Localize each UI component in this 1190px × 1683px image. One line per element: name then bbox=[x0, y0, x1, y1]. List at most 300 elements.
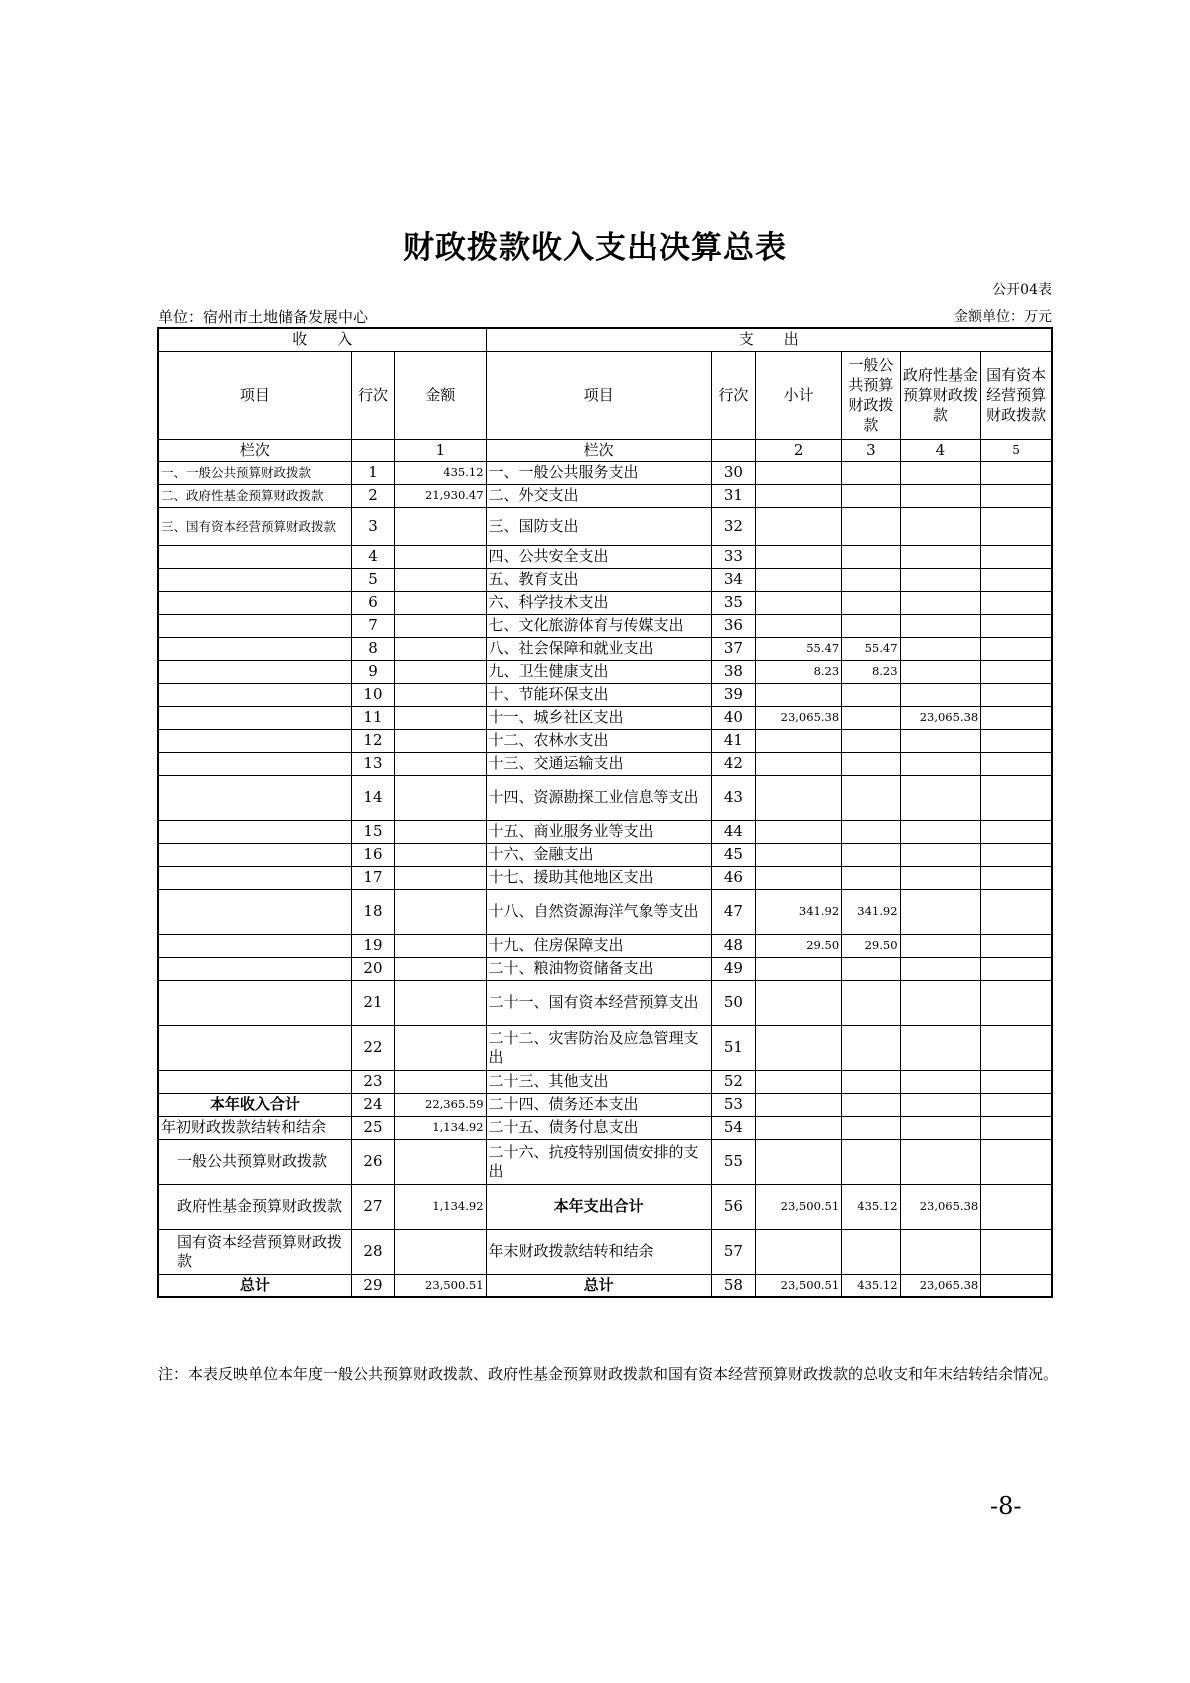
table-row bbox=[158, 683, 1052, 706]
soe-budget-amount bbox=[981, 1025, 1052, 1070]
fund-budget-amount bbox=[900, 934, 981, 957]
income-row-no: 27 bbox=[351, 1184, 395, 1229]
expense-subtotal bbox=[756, 1025, 842, 1070]
income-row-no: 2 bbox=[351, 484, 395, 507]
soe-budget-amount bbox=[981, 614, 1052, 637]
table-row bbox=[158, 1025, 1052, 1070]
expense-item: 十九、住房保障支出 bbox=[486, 934, 711, 957]
fund-budget-amount bbox=[900, 1025, 981, 1070]
income-row-no: 25 bbox=[351, 1116, 395, 1139]
expense-subtotal: 341.92 bbox=[756, 889, 842, 934]
fund-budget-amount bbox=[900, 866, 981, 889]
fund-budget-amount bbox=[900, 1093, 981, 1116]
expense-subtotal: 23,065.38 bbox=[756, 706, 842, 729]
expense-subtotal bbox=[756, 1070, 842, 1093]
general-budget-amount bbox=[842, 980, 900, 1025]
fund-budget-amount bbox=[900, 889, 981, 934]
expense-row-no: 30 bbox=[711, 461, 756, 484]
column-3: 3 bbox=[842, 439, 900, 461]
income-row-no: 4 bbox=[351, 545, 395, 568]
income-item: 本年收入合计 bbox=[158, 1093, 351, 1116]
fund-budget-amount bbox=[900, 957, 981, 980]
soe-budget-amount bbox=[981, 568, 1052, 591]
table-row bbox=[158, 729, 1052, 752]
expense-subtotal: 8.23 bbox=[756, 660, 842, 683]
form-number: 公开04表 bbox=[992, 282, 1052, 298]
fund-budget-amount bbox=[900, 568, 981, 591]
income-amount bbox=[395, 729, 486, 752]
expense-row-no: 41 bbox=[711, 729, 756, 752]
general-budget-amount bbox=[842, 484, 900, 507]
income-item: 一般公共预算财政拨款 bbox=[158, 1139, 351, 1184]
income-amount bbox=[395, 866, 486, 889]
expense-item: 本年支出合计 bbox=[486, 1184, 711, 1229]
income-item bbox=[158, 1025, 351, 1070]
soe-budget-amount bbox=[981, 706, 1052, 729]
expense-item: 二、外交支出 bbox=[486, 484, 711, 507]
table-row bbox=[158, 637, 1052, 660]
table-row bbox=[158, 934, 1052, 957]
expense-item: 十一、城乡社区支出 bbox=[486, 706, 711, 729]
income-item: 三、国有资本经营预算财政拨款 bbox=[158, 507, 351, 545]
income-item bbox=[158, 889, 351, 934]
income-amount bbox=[395, 545, 486, 568]
income-amount bbox=[395, 568, 486, 591]
expense-row-no: 36 bbox=[711, 614, 756, 637]
income-amount bbox=[395, 957, 486, 980]
income-row-no: 14 bbox=[351, 775, 395, 820]
expense-rowno-header: 行次 bbox=[711, 351, 756, 439]
income-row-no: 11 bbox=[351, 706, 395, 729]
soe-budget-amount bbox=[981, 484, 1052, 507]
income-row-no: 20 bbox=[351, 957, 395, 980]
table-row bbox=[158, 1184, 1052, 1229]
income-item bbox=[158, 637, 351, 660]
expense-row-no: 42 bbox=[711, 752, 756, 775]
expense-row-no: 48 bbox=[711, 934, 756, 957]
income-row-no: 17 bbox=[351, 866, 395, 889]
fund-budget-amount bbox=[900, 1229, 981, 1274]
income-row-no: 29 bbox=[351, 1274, 395, 1297]
general-budget-amount bbox=[842, 1070, 900, 1093]
fund-budget-header: 政府性基金预算财政拨款 bbox=[900, 351, 981, 439]
fund-budget-amount bbox=[900, 1139, 981, 1184]
table-row bbox=[158, 980, 1052, 1025]
fund-budget-amount bbox=[900, 660, 981, 683]
expense-item: 八、社会保障和就业支出 bbox=[486, 637, 711, 660]
expense-item: 十四、资源勘探工业信息等支出 bbox=[486, 775, 711, 820]
income-row-no: 5 bbox=[351, 568, 395, 591]
income-item bbox=[158, 843, 351, 866]
income-amount bbox=[395, 706, 486, 729]
expense-subtotal bbox=[756, 683, 842, 706]
fund-budget-amount bbox=[900, 461, 981, 484]
general-budget-header: 一般公共预算财政拨款 bbox=[842, 351, 900, 439]
general-budget-amount: 8.23 bbox=[842, 660, 900, 683]
expense-item: 五、教育支出 bbox=[486, 568, 711, 591]
table-row bbox=[158, 957, 1052, 980]
income-item: 二、政府性基金预算财政拨款 bbox=[158, 484, 351, 507]
expense-row-no: 55 bbox=[711, 1139, 756, 1184]
expense-item: 十三、交通运输支出 bbox=[486, 752, 711, 775]
general-budget-amount bbox=[842, 706, 900, 729]
soe-budget-amount bbox=[981, 1070, 1052, 1093]
expense-row-no: 51 bbox=[711, 1025, 756, 1070]
expense-subtotal bbox=[756, 1116, 842, 1139]
expense-row-no: 38 bbox=[711, 660, 756, 683]
table-row bbox=[158, 1274, 1052, 1297]
table-row bbox=[158, 545, 1052, 568]
income-item bbox=[158, 660, 351, 683]
fund-budget-amount: 23,065.38 bbox=[900, 1184, 981, 1229]
expense-subtotal bbox=[756, 545, 842, 568]
expense-row-no: 53 bbox=[711, 1093, 756, 1116]
expense-row-no: 58 bbox=[711, 1274, 756, 1297]
general-budget-amount: 55.47 bbox=[842, 637, 900, 660]
income-row-no: 1 bbox=[351, 461, 395, 484]
general-budget-amount bbox=[842, 461, 900, 484]
income-header: 收 入 bbox=[158, 328, 486, 351]
fund-budget-amount bbox=[900, 1070, 981, 1093]
expense-item: 四、公共安全支出 bbox=[486, 545, 711, 568]
general-budget-amount bbox=[842, 545, 900, 568]
table-row bbox=[158, 660, 1052, 683]
income-row-no: 28 bbox=[351, 1229, 395, 1274]
expense-item: 年末财政拨款结转和结余 bbox=[486, 1229, 711, 1274]
expense-subtotal bbox=[756, 1093, 842, 1116]
column-4: 4 bbox=[900, 439, 981, 461]
income-item bbox=[158, 591, 351, 614]
table-row bbox=[158, 591, 1052, 614]
income-item bbox=[158, 866, 351, 889]
income-amount: 435.12 bbox=[395, 461, 486, 484]
fund-budget-amount bbox=[900, 820, 981, 843]
income-item: 总计 bbox=[158, 1274, 351, 1297]
general-budget-amount bbox=[842, 614, 900, 637]
income-row-no: 12 bbox=[351, 729, 395, 752]
column-2: 2 bbox=[756, 439, 842, 461]
expense-item: 二十六、抗疫特别国债安排的支出 bbox=[486, 1139, 711, 1184]
expense-subtotal bbox=[756, 1229, 842, 1274]
general-budget-amount bbox=[842, 568, 900, 591]
expense-row-no: 33 bbox=[711, 545, 756, 568]
table-row bbox=[158, 507, 1052, 545]
soe-budget-amount bbox=[981, 775, 1052, 820]
income-row-no: 18 bbox=[351, 889, 395, 934]
expense-item: 十二、农林水支出 bbox=[486, 729, 711, 752]
soe-budget-amount bbox=[981, 545, 1052, 568]
income-item: 一、一般公共预算财政拨款 bbox=[158, 461, 351, 484]
soe-budget-amount bbox=[981, 980, 1052, 1025]
income-amount: 21,930.47 bbox=[395, 484, 486, 507]
expense-subtotal bbox=[756, 866, 842, 889]
expense-subtotal bbox=[756, 729, 842, 752]
subtotal-header: 小计 bbox=[756, 351, 842, 439]
income-amount bbox=[395, 820, 486, 843]
soe-budget-amount bbox=[981, 1229, 1052, 1274]
expense-subtotal bbox=[756, 461, 842, 484]
soe-budget-amount bbox=[981, 934, 1052, 957]
soe-budget-amount bbox=[981, 1139, 1052, 1184]
column-5: 5 bbox=[981, 439, 1052, 461]
income-item: 年初财政拨款结转和结余 bbox=[158, 1116, 351, 1139]
expense-row-no: 43 bbox=[711, 775, 756, 820]
income-amount bbox=[395, 889, 486, 934]
income-amount bbox=[395, 752, 486, 775]
expense-header: 支 出 bbox=[486, 328, 1052, 351]
budget-table bbox=[157, 327, 1053, 1298]
expense-row-no: 49 bbox=[711, 957, 756, 980]
income-item bbox=[158, 568, 351, 591]
income-item bbox=[158, 683, 351, 706]
expense-row-no: 32 bbox=[711, 507, 756, 545]
general-budget-amount bbox=[842, 729, 900, 752]
income-amount bbox=[395, 614, 486, 637]
income-amount bbox=[395, 980, 486, 1025]
general-budget-amount bbox=[842, 820, 900, 843]
soe-budget-amount bbox=[981, 637, 1052, 660]
general-budget-amount bbox=[842, 1025, 900, 1070]
expense-subtotal bbox=[756, 484, 842, 507]
fund-budget-amount bbox=[900, 980, 981, 1025]
income-amount bbox=[395, 1229, 486, 1274]
expense-item: 三、国防支出 bbox=[486, 507, 711, 545]
page-title: 财政拨款收入支出决算总表 bbox=[403, 230, 787, 266]
expense-item: 二十四、债务还本支出 bbox=[486, 1093, 711, 1116]
page-number: -8- bbox=[990, 1492, 1022, 1520]
table-row bbox=[158, 1139, 1052, 1184]
fund-budget-amount bbox=[900, 484, 981, 507]
income-row-no: 15 bbox=[351, 820, 395, 843]
income-amount: 23,500.51 bbox=[395, 1274, 486, 1297]
general-budget-amount: 341.92 bbox=[842, 889, 900, 934]
table-row bbox=[158, 843, 1052, 866]
income-item bbox=[158, 752, 351, 775]
expense-row-no: 34 bbox=[711, 568, 756, 591]
income-item: 政府性基金预算财政拨款 bbox=[158, 1184, 351, 1229]
table-row bbox=[158, 752, 1052, 775]
income-row-no: 22 bbox=[351, 1025, 395, 1070]
income-row-no: 8 bbox=[351, 637, 395, 660]
fund-budget-amount bbox=[900, 775, 981, 820]
soe-budget-amount bbox=[981, 729, 1052, 752]
expense-subtotal bbox=[756, 843, 842, 866]
expense-item: 二十、粮油物资储备支出 bbox=[486, 957, 711, 980]
expense-item: 二十二、灾害防治及应急管理支出 bbox=[486, 1025, 711, 1070]
general-budget-amount bbox=[842, 866, 900, 889]
expense-subtotal bbox=[756, 507, 842, 545]
soe-budget-amount bbox=[981, 683, 1052, 706]
expense-item: 十六、金融支出 bbox=[486, 843, 711, 866]
expense-item: 二十三、其他支出 bbox=[486, 1070, 711, 1093]
expense-subtotal bbox=[756, 752, 842, 775]
column-1: 1 bbox=[395, 439, 486, 461]
income-amount: 22,365.59 bbox=[395, 1093, 486, 1116]
income-row-no: 9 bbox=[351, 660, 395, 683]
expense-item: 十、节能环保支出 bbox=[486, 683, 711, 706]
income-item: 国有资本经营预算财政拨款 bbox=[158, 1229, 351, 1274]
expense-row-no: 37 bbox=[711, 637, 756, 660]
table-row bbox=[158, 775, 1052, 820]
fund-budget-amount bbox=[900, 729, 981, 752]
income-amount bbox=[395, 660, 486, 683]
soe-budget-amount bbox=[981, 957, 1052, 980]
expense-item: 二十五、债务付息支出 bbox=[486, 1116, 711, 1139]
income-amount: 1,134.92 bbox=[395, 1184, 486, 1229]
general-budget-amount: 29.50 bbox=[842, 934, 900, 957]
income-item bbox=[158, 775, 351, 820]
unit-name: 单位：宿州市土地储备发展中心 bbox=[158, 308, 369, 326]
expense-row-no: 56 bbox=[711, 1184, 756, 1229]
soe-budget-amount bbox=[981, 843, 1052, 866]
income-row-no: 23 bbox=[351, 1070, 395, 1093]
expense-item: 十七、援助其他地区支出 bbox=[486, 866, 711, 889]
general-budget-amount bbox=[842, 1093, 900, 1116]
expense-row-no: 40 bbox=[711, 706, 756, 729]
expense-row-no: 54 bbox=[711, 1116, 756, 1139]
income-amount bbox=[395, 934, 486, 957]
fund-budget-amount bbox=[900, 545, 981, 568]
soe-budget-amount bbox=[981, 820, 1052, 843]
expense-subtotal bbox=[756, 957, 842, 980]
fund-budget-amount: 23,065.38 bbox=[900, 1274, 981, 1297]
soe-budget-amount bbox=[981, 591, 1052, 614]
income-item bbox=[158, 545, 351, 568]
expense-subtotal: 29.50 bbox=[756, 934, 842, 957]
fund-budget-amount bbox=[900, 1116, 981, 1139]
soe-budget-header: 国有资本经营预算财政拨款 bbox=[981, 351, 1052, 439]
table-row bbox=[158, 866, 1052, 889]
income-item bbox=[158, 729, 351, 752]
expense-row-no: 44 bbox=[711, 820, 756, 843]
income-item bbox=[158, 957, 351, 980]
general-budget-amount: 435.12 bbox=[842, 1274, 900, 1297]
fund-budget-amount bbox=[900, 843, 981, 866]
table-row bbox=[158, 889, 1052, 934]
table-note: 注：本表反映单位本年度一般公共预算财政拨款、政府性基金预算财政拨款和国有资本经营预算财政拨款的总收支和年末结转结余情况。 bbox=[158, 1365, 1059, 1383]
income-item bbox=[158, 820, 351, 843]
table-row bbox=[158, 1093, 1052, 1116]
income-row-no: 10 bbox=[351, 683, 395, 706]
expense-item: 十八、自然资源海洋气象等支出 bbox=[486, 889, 711, 934]
income-row-no: 6 bbox=[351, 591, 395, 614]
fund-budget-amount bbox=[900, 637, 981, 660]
expense-item-header: 项目 bbox=[486, 351, 711, 439]
soe-budget-amount bbox=[981, 507, 1052, 545]
expense-subtotal bbox=[756, 820, 842, 843]
income-amount: 1,134.92 bbox=[395, 1116, 486, 1139]
table-row bbox=[158, 461, 1052, 484]
fund-budget-amount bbox=[900, 591, 981, 614]
income-row-no: 19 bbox=[351, 934, 395, 957]
income-amount bbox=[395, 637, 486, 660]
expense-subtotal bbox=[756, 775, 842, 820]
expense-item: 九、卫生健康支出 bbox=[486, 660, 711, 683]
soe-budget-amount bbox=[981, 461, 1052, 484]
soe-budget-amount bbox=[981, 1116, 1052, 1139]
expense-row-no: 39 bbox=[711, 683, 756, 706]
soe-budget-amount bbox=[981, 1093, 1052, 1116]
expense-subtotal bbox=[756, 591, 842, 614]
income-row-no: 21 bbox=[351, 980, 395, 1025]
expense-subtotal: 55.47 bbox=[756, 637, 842, 660]
fund-budget-amount bbox=[900, 752, 981, 775]
income-row-no: 26 bbox=[351, 1139, 395, 1184]
general-budget-amount: 435.12 bbox=[842, 1184, 900, 1229]
soe-budget-amount bbox=[981, 752, 1052, 775]
general-budget-amount bbox=[842, 591, 900, 614]
fund-budget-amount bbox=[900, 614, 981, 637]
expense-subtotal bbox=[756, 980, 842, 1025]
general-budget-amount bbox=[842, 752, 900, 775]
expense-row-no: 46 bbox=[711, 866, 756, 889]
expense-item: 二十一、国有资本经营预算支出 bbox=[486, 980, 711, 1025]
soe-budget-amount bbox=[981, 889, 1052, 934]
income-amount bbox=[395, 1070, 486, 1093]
income-rowno-header: 行次 bbox=[351, 351, 395, 439]
income-item bbox=[158, 980, 351, 1025]
fund-budget-amount bbox=[900, 683, 981, 706]
soe-budget-amount bbox=[981, 660, 1052, 683]
column-label: 栏次 bbox=[158, 439, 351, 461]
table-row bbox=[158, 1229, 1052, 1274]
table-row bbox=[158, 614, 1052, 637]
income-amount bbox=[395, 1025, 486, 1070]
table-row bbox=[158, 1116, 1052, 1139]
expense-subtotal: 23,500.51 bbox=[756, 1184, 842, 1229]
income-amount bbox=[395, 507, 486, 545]
income-row-no: 24 bbox=[351, 1093, 395, 1116]
income-row-no: 7 bbox=[351, 614, 395, 637]
expense-subtotal bbox=[756, 1139, 842, 1184]
income-item-header: 项目 bbox=[158, 351, 351, 439]
general-budget-amount bbox=[842, 957, 900, 980]
general-budget-amount bbox=[842, 1229, 900, 1274]
general-budget-amount bbox=[842, 683, 900, 706]
expense-row-no: 45 bbox=[711, 843, 756, 866]
general-budget-amount bbox=[842, 775, 900, 820]
general-budget-amount bbox=[842, 843, 900, 866]
expense-item: 一、一般公共服务支出 bbox=[486, 461, 711, 484]
expense-row-no: 47 bbox=[711, 889, 756, 934]
soe-budget-amount bbox=[981, 1184, 1052, 1229]
income-amount bbox=[395, 843, 486, 866]
table-row bbox=[158, 1070, 1052, 1093]
table-row bbox=[158, 820, 1052, 843]
income-amount bbox=[395, 775, 486, 820]
expense-row-no: 57 bbox=[711, 1229, 756, 1274]
income-item bbox=[158, 706, 351, 729]
expense-subtotal bbox=[756, 614, 842, 637]
amount-unit: 金额单位：万元 bbox=[954, 309, 1052, 325]
fund-budget-amount bbox=[900, 507, 981, 545]
general-budget-amount bbox=[842, 1139, 900, 1184]
expense-row-no: 52 bbox=[711, 1070, 756, 1093]
expense-subtotal bbox=[756, 568, 842, 591]
table-row bbox=[158, 484, 1052, 507]
fund-budget-amount: 23,065.38 bbox=[900, 706, 981, 729]
income-amount bbox=[395, 591, 486, 614]
column-label-2: 栏次 bbox=[486, 439, 711, 461]
expense-item: 十五、商业服务业等支出 bbox=[486, 820, 711, 843]
general-budget-amount bbox=[842, 507, 900, 545]
income-item bbox=[158, 1070, 351, 1093]
income-amount-header: 金额 bbox=[395, 351, 486, 439]
soe-budget-amount bbox=[981, 1274, 1052, 1297]
income-row-no: 3 bbox=[351, 507, 395, 545]
general-budget-amount bbox=[842, 1116, 900, 1139]
table-row bbox=[158, 568, 1052, 591]
